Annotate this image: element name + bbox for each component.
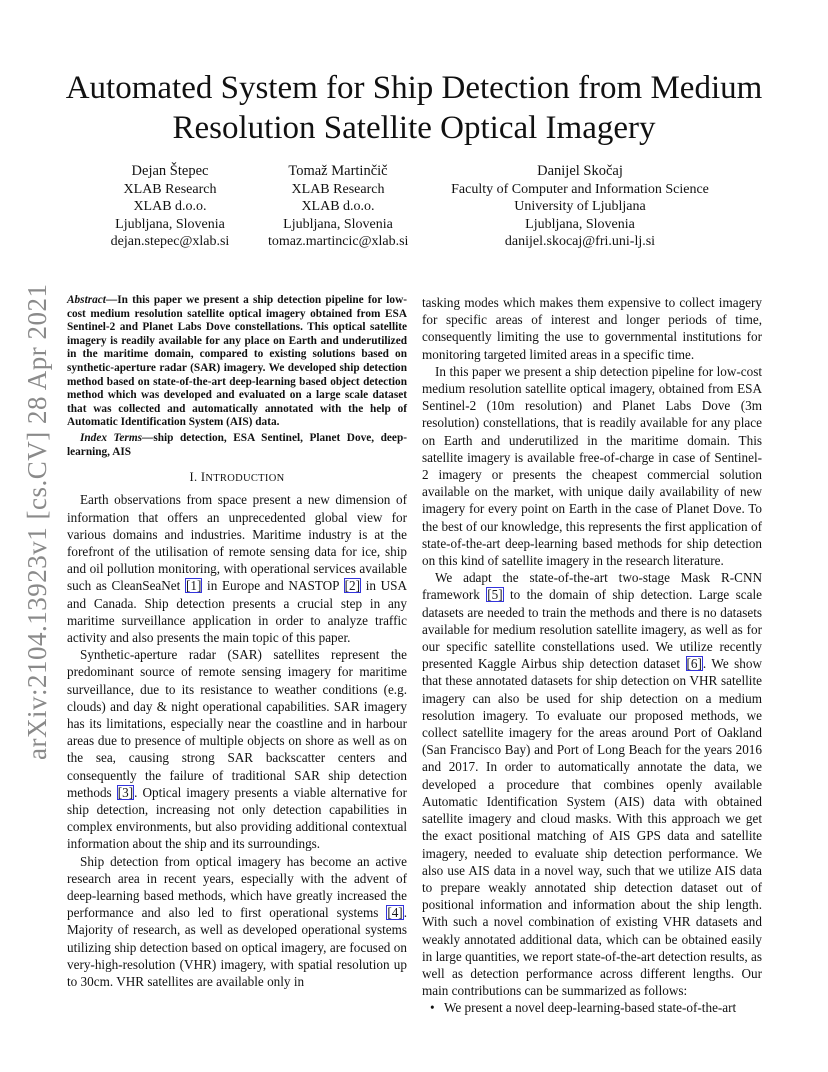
abstract [67, 294, 407, 430]
author-affiliation: Faculty of Computer and Information Science [451, 181, 709, 197]
author-location: Ljubljana, Slovenia [283, 216, 393, 232]
left-column [67, 294, 407, 990]
paragraph: Ship detection from optical imagery has become an active research area in recent years, especially with the advent of deep-learning based methods, which have greatly increased the performance and also led to first operational systems [4]. Majority of research, as well as developed operational systems utilizing ship detection based on optical imagery, are focused on very-high-resolution (VHR) imagery, with spatial resolution up to 30cm. VHR satellites are available only in [67, 853, 407, 990]
author-affiliation: University of Ljubljana [514, 199, 646, 214]
paragraph: We adapt the state-of-the-art two-stage Mask R-CNN framework [5] to the domain of ship detection. Large scale datasets are needed to train the methods and there is no datasets available for medium resolution satellite imagery, as well as for our specific satellite constellations used. We utilize recently presented Kaggle Airbus ship detection dataset [6]. We show that these annotated datasets for ship detection on VHR satellite imagery can also be used for ship detection on a medium resolution imagery. To evaluate our proposed methods, we collect satellite imagery for the areas around Port of Oakland (San Francisco Bay) and Port of Long Beach for the years 2016 and 2017. In order to automatically annotate the data, we developed a procedure that combines openly available Automatic Identification System (AIS) data with obtained satellite imagery and cloud masks. With this approach we get the exact positional matching of AIS GPS data and satellite imagery, needed to evaluate ship detection performance. We also use AIS data in a novel way, such that we utilize AIS data to prepare weakly annotated ship detection dataset out of positional information and information about the ship length. With such a novel combination of existing VHR datasets and weakly annotated additional data, which can be obtained easily in large quantities, we report state-of-the-art detection results, as well as detection performance across different lengths. Our main contributions can be summarized as follows: [422, 570, 762, 999]
citation-link[interactable]: [2] [344, 578, 361, 594]
author-block-3 [430, 163, 730, 251]
author-block-2 [268, 163, 408, 251]
index-terms-text: —ship detection, ESA Sentinel, Planet Dove, deep-learning, AIS [67, 431, 407, 458]
citation-link[interactable]: [5] [487, 587, 503, 603]
author-email: dejan.stepec@xlab.si [110, 234, 230, 249]
paragraph: Synthetic-aperture radar (SAR) satellites represent the predominant source of remote sensing imagery for maritime surveillance, due to its resistance to weather conditions (e.g. clouds) and day & night operational capabilities. SAR imagery has its limitations, especially near the coastline and in harbour areas due to presence of multiple objects on shore as well as on the sea, causing strong SAR backscatter centers and consequently the failure of traditional SAR ship detection methods [3]. Optical imagery presents a viable alternative for ship detection, increasing not only detection capabilities in complex environments, but also providing additional contextual information about the ship and its surroundings. [67, 647, 407, 852]
citation-link[interactable]: [3] [117, 784, 134, 800]
abstract-label: Abstract [67, 294, 106, 306]
author-affiliation: XLAB d.o.o. [301, 199, 375, 214]
paragraph: In this paper we present a ship detection pipeline for low-cost medium resolution satellite optical imagery, obtained from ESA Sentinel-2 (10m resolution) and Planet Labs Dove (3m resolution) constellations, that is readily available for any place on Earth and underutilized in the maritime domain. This satellite imagery is available free-of-charge in case of Sentinel-2 imagery or presents the cheapest commercial solution available on the market, with unique daily availability of new imagery for every point on Earth in the case of Planet Dove. To the best of our knowledge, this represents the first application of state-of-the-art deep-learning based methods for ship detection on this kind of satellite imagery in the research literature. [422, 363, 762, 569]
abstract-text: —In this paper we present a ship detection pipeline for low-cost medium resolution satellite optical imagery obtained from ESA Sentinel-2 and Planet Labs Dove constellations. This optical satellite imagery is readily available for any place on Earth and underutilized in the maritime domain, compared to existing solutions based on synthetic-aperture radar (SAR) imagery. We developed ship detection method based on state-of-the-art deep-learning based object detection method which was developed and evaluated on a large scale dataset that was collected and automatically annotated with the help of Automatic Identification System (AIS) data. [67, 294, 407, 429]
paper-title: Automated System for Ship Detection from Medium Resolution Satellite Optical Imagery [65, 70, 763, 146]
section-heading: I. INTRODUCTION [189, 470, 285, 485]
author-location: Ljubljana, Slovenia [525, 216, 635, 232]
author-email: tomaz.martincic@xlab.si [268, 234, 409, 249]
author-affiliation: XLAB d.o.o. [133, 199, 207, 214]
citation-link[interactable]: [4] [387, 905, 403, 921]
list-item: • We present a novel deep-learning-based state-of-the-art [430, 1000, 737, 1016]
paragraph: Earth observations from space present a new dimension of information that offers an unprecedented global view for various domains and industries. Maritime industry is at the forefront of the utilisation of remote sensing data for ice, ship and oil pollution monitoring, with operational services available such as CleanSeaNet [1] in Europe and NASTOP [2] in USA and Canada. Ship detection presents a crucial step in any maritime surveillance application in order to analyze traffic activity and also presents the main topic of this paper. [67, 492, 408, 645]
index-terms [67, 432, 407, 459]
author-affiliation: XLAB Research [123, 181, 217, 197]
author-name: Tomaž Martinčič [288, 163, 388, 179]
citation-link[interactable]: [1] [186, 578, 202, 594]
author-name: Dejan Štepec [131, 163, 209, 179]
author-affiliation: XLAB Research [291, 181, 385, 197]
bullet-icon: • [430, 1000, 435, 1016]
author-name: Danijel Skočaj [537, 163, 623, 179]
author-block-1 [95, 163, 245, 251]
paragraph: tasking modes which makes them expensive to collect imagery for specific areas of interest and longer periods of time, consequently limiting the use to governmental institutions for monitoring targeted limited areas in a specific time. [422, 295, 762, 362]
author-location: Ljubljana, Slovenia [115, 216, 225, 232]
author-email: danijel.skocaj@fri.uni-lj.si [504, 234, 656, 249]
index-terms-label: Index Terms [80, 431, 143, 444]
citation-link[interactable]: [6] [686, 656, 702, 672]
arxiv-stamp: arXiv:2104.13923v1 [cs.CV] 28 Apr 2021 [22, 283, 52, 760]
right-column [422, 294, 762, 1017]
